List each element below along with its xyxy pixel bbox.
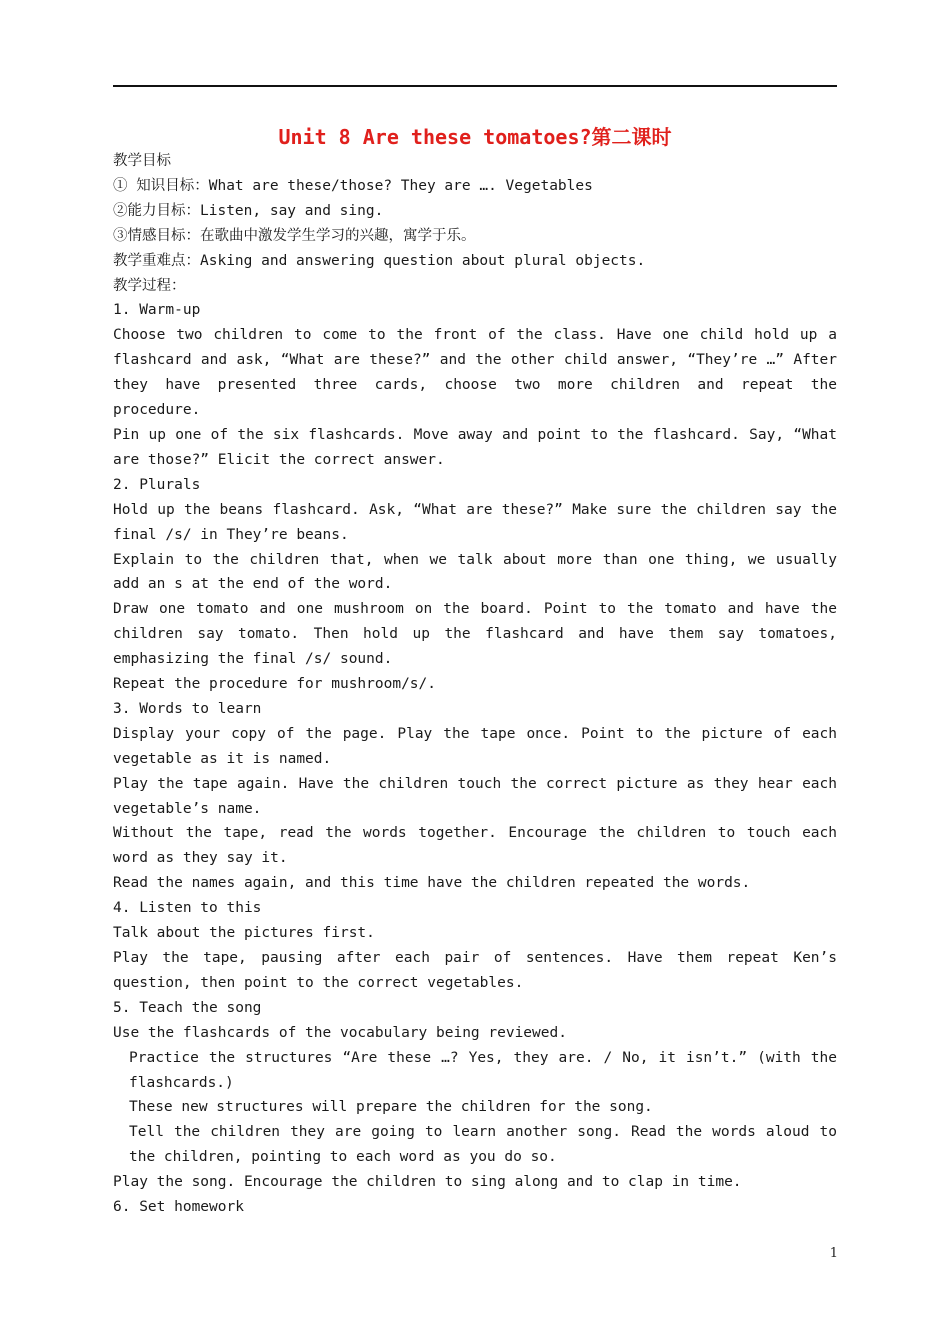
text-line: ③情感目标：在歌曲中激发学生学习的兴趣，寓学于乐。 [113,227,476,244]
text-line: 教学过程： [113,277,186,294]
text-line: 6. Set homework [113,1199,244,1216]
text-line: Display your copy of the page. Play the tape once. Point to the picture of each vegetable as it is named. [113,725,837,767]
text-line: ②能力目标：Listen, say and sing. [113,202,384,219]
text-line: Explain to the children that, when we talk about more than one thing, we usually add an s at the end of the word. [113,551,837,593]
text-line: 1. Warm-up [113,302,201,319]
text-line: 2. Plurals [113,476,201,493]
text-line: Draw one tomato and one mushroom on the board. Point to the tomato and have the children say tomato. Then hold up the flashcard and have them say tomatoes, emphasizing the final /s/ sound. [113,601,837,668]
text-line: Choose two children to come to the front of the class. Have one child hold up a flashcard and ask, “What are these?” and the other child answer, “They’re …” After they have presented three cards, choose two more children and repeat the procedure. [113,327,837,419]
text-line: 4. Listen to this [113,900,262,917]
text-line: ① 知识目标：What are these/those? They are …. Vegetables [113,177,593,194]
text-line: 5. Teach the song [113,999,262,1016]
text-line: 教学重难点：Asking and answering question about plural objects. [113,252,646,269]
text-line: Play the tape again. Have the children touch the correct picture as they hear each vegetable’s name. [113,775,837,817]
text-line: These new structures will prepare the children for the song. [129,1099,653,1116]
page-number: 1 [829,1246,838,1261]
text-line: Repeat the procedure for mushroom/s/. [113,676,437,693]
text-line: 教学目标 [113,153,171,169]
text-line: Talk about the pictures first. [113,925,375,942]
text-line: Practice the structures “Are these …? Yes, they are. / No, it isn’t.” (with the flashcards.) [129,1049,837,1091]
text-line: Pin up one of the six flashcards. Move away and point to the flashcard. Say, “What are those?” Elicit the correct answer. [113,426,837,468]
text-line: Hold up the beans flashcard. Ask, “What are these?” Make sure the children say the final /s/ in They’re beans. [113,501,837,543]
text-line: 3. Words to learn [113,700,262,717]
text-line: Play the song. Encourage the children to sing along and to clap in time. [113,1174,742,1191]
text-line: Tell the children they are going to learn another song. Read the words aloud to the children, pointing to each word as you do so. [129,1124,837,1166]
text-line: Play the tape, pausing after each pair of sentences. Have them repeat Ken’s question, then point to the correct vegetables. [113,950,837,991]
document-title: Unit 8 Are these tomatoes?第二课时 [278,125,672,149]
document-body [113,149,837,1220]
header-rule [113,85,837,87]
text-line: Without the tape, read the words together. Encourage the children to touch each word as they say it. [113,825,837,867]
text-line: Use the flashcards of the vocabulary being reviewed. [113,1024,567,1041]
text-line: Read the names again, and this time have the children repeated the words. [113,875,751,892]
